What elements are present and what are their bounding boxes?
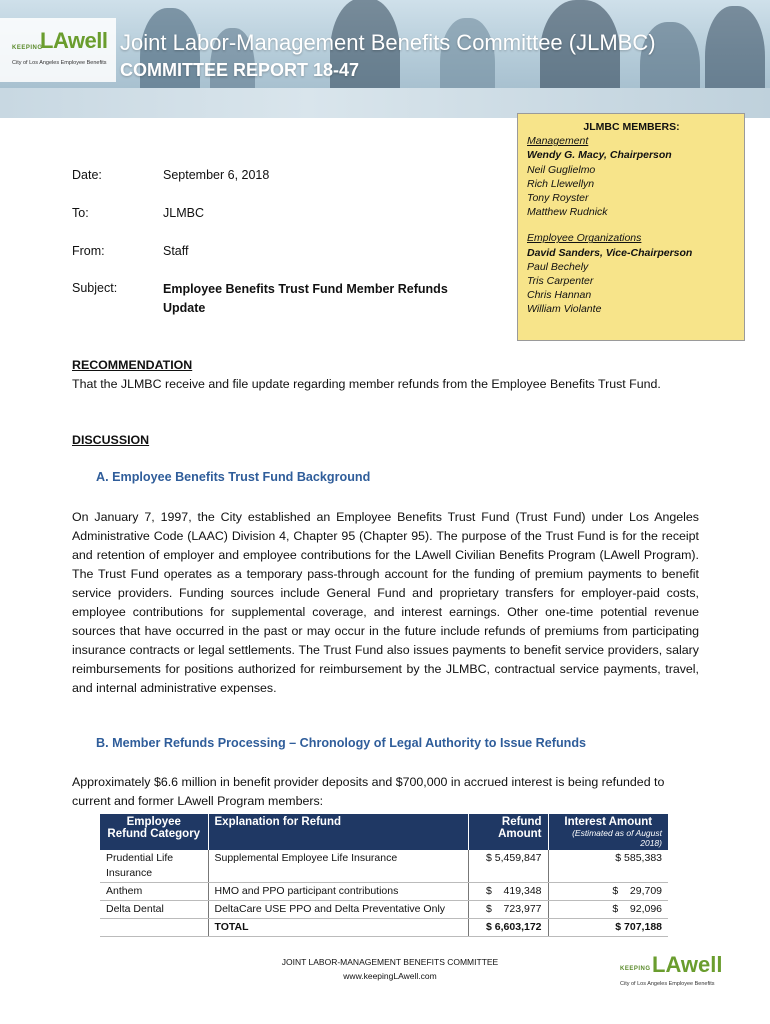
to-value: JLMBC	[163, 206, 204, 220]
from-value: Staff	[163, 244, 189, 258]
cell-explanation: HMO and PPO participant contributions	[208, 883, 468, 901]
section-a-paragraph: On January 7, 1997, the City established an Employee Benefits Trust Fund (Trust Fund) under Los Angeles Administrative Code (LAAC) Division 4, Chapter 95 (Chapter 95). The purpose of the Trust Fund is for the receipt and retention of employer and employee contributions for the LAwell Civilian Benefits Program (LAwell Program). The Trust Fund operates as a temporary pass-through account for the funding of premium payments to benefit service providers. Funding sources include General Fund and proprietary transfers for employer-paid costs, employee contributions for supplemental coverage, and interest earnings. Other one-time potential revenue sources that have occurred in the past or may occur in the future include refunds of premiums from participating insurance contracts or legal settlements. The Trust Fund also issues payments to benefit service providers, salary reimbursements for positions authorized for reimbursement by the JLMBC, contractual service payments, travel, and internal administrative expenses.	[72, 510, 699, 695]
footer-logo-brand: LAwell	[652, 952, 723, 977]
recommendation-heading: RECOMMENDATION	[72, 358, 193, 372]
cell-category: Anthem	[100, 883, 208, 901]
table-row	[100, 850, 668, 883]
header-interest	[548, 814, 668, 850]
member-name: Matthew Rudnick	[527, 206, 608, 219]
footer-website[interactable]: www.keepingLAwell.com	[343, 971, 437, 981]
header-refund: Refund Amount	[468, 814, 548, 850]
to-label: To:	[72, 206, 89, 220]
header-banner	[0, 0, 770, 118]
cell-refund: $ 419,348	[468, 883, 548, 901]
table-header-row	[100, 814, 668, 850]
discussion-heading: DISCUSSION	[72, 433, 150, 447]
footer-committee: JOINT LABOR-MANAGEMENT BENEFITS COMMITTEE	[281, 957, 499, 967]
section-b-paragraph: Approximately $6.6 million in benefit provider deposits and $700,000 in accrued interest is being refunded to current and former LAwell Program members:	[72, 775, 665, 808]
employee-vice-chair: David Sanders, Vice-Chairperson	[527, 246, 693, 259]
table-row	[100, 883, 668, 901]
member-name: Rich Llewellyn	[527, 177, 595, 190]
subject-label: Subject:	[72, 281, 118, 295]
cell-interest: $ 585,383	[548, 850, 668, 883]
cell-category: Delta Dental	[100, 901, 208, 919]
members-heading: JLMBC MEMBERS:	[583, 121, 680, 133]
cell-refund: $ 5,459,847	[468, 850, 548, 883]
members-box	[517, 113, 745, 341]
member-name: Tris Carpenter	[527, 275, 594, 288]
recommendation-text: That the JLMBC receive and file update regarding member refunds from the Employee Benefits Trust Fund.	[72, 377, 661, 391]
cell-explanation: Supplemental Employee Life Insurance	[208, 850, 468, 883]
date-value: September 6, 2018	[163, 168, 270, 182]
logo-keeping-text: KEEPING	[12, 45, 43, 51]
total-interest: $ 707,188	[548, 919, 668, 937]
total-label: TOTAL	[208, 919, 468, 937]
member-name: Paul Bechely	[527, 260, 589, 273]
member-name: Tony Royster	[527, 192, 589, 205]
report-number: COMMITTEE REPORT 18-47	[120, 60, 360, 80]
cell-category: Prudential Life Insurance	[100, 850, 208, 883]
footer-logo-keeping: KEEPING	[620, 966, 651, 972]
table-row	[100, 901, 668, 919]
subject-value: Employee Benefits Trust Fund Member Refunds Update	[163, 282, 448, 315]
cell-interest: $ 29,709	[548, 883, 668, 901]
header-interest-note: (Estimated as of August 2018)	[572, 828, 662, 848]
employee-group-label: Employee Organizations	[527, 232, 642, 245]
management-group-label: Management	[527, 135, 589, 148]
section-b-heading: B. Member Refunds Processing – Chronology of Legal Authority to Issue Refunds	[96, 736, 587, 750]
from-label: From:	[72, 244, 105, 258]
footer	[240, 955, 540, 983]
header-interest-label: Interest Amount	[564, 816, 653, 828]
refunds-table	[100, 814, 668, 937]
header-explanation: Explanation for Refund	[208, 814, 468, 850]
cell-interest: $ 92,096	[548, 901, 668, 919]
member-name: Chris Hannan	[527, 289, 592, 302]
logo-subtitle: City of Los Angeles Employee Benefits	[12, 60, 107, 66]
header-category: Employee Refund Category	[100, 814, 208, 850]
footer-logo-subtitle: City of Los Angeles Employee Benefits	[620, 981, 715, 987]
table-total-row	[100, 919, 668, 937]
date-label: Date:	[72, 168, 102, 182]
cell-explanation: DeltaCare USE PPO and Delta Preventative Only	[208, 901, 468, 919]
committee-title: Joint Labor-Management Benefits Committee (JLMBC)	[120, 30, 656, 55]
cell-refund: $ 723,977	[468, 901, 548, 919]
member-name: Neil Guglielmo	[527, 163, 596, 176]
management-chair: Wendy G. Macy, Chairperson	[527, 149, 672, 162]
member-name: William Violante	[527, 303, 602, 316]
logo-brand-text: LAwell	[40, 28, 108, 53]
total-refund: $ 6,603,172	[468, 919, 548, 937]
section-a-heading: A. Employee Benefits Trust Fund Background	[96, 470, 371, 484]
header-logo	[0, 18, 116, 82]
